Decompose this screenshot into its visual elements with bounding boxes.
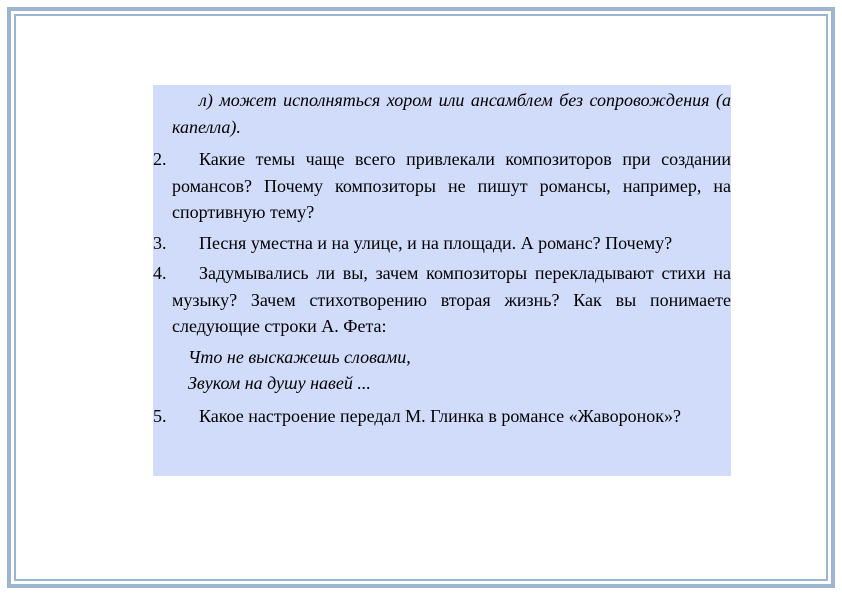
list-item bbox=[153, 230, 731, 257]
item-number: 4. bbox=[153, 263, 167, 283]
item-l-text: л) может исполняться хором или ансамблем без сопровождения (а капелла). bbox=[172, 90, 731, 137]
item-number: 5. bbox=[153, 405, 167, 426]
text-block bbox=[153, 85, 731, 476]
item-number: 3. bbox=[153, 232, 167, 253]
list-item bbox=[153, 146, 731, 226]
poem-quote bbox=[153, 344, 731, 397]
item-text: Песня уместна и на улице, и на площади. А романс? Почему? bbox=[199, 232, 673, 253]
item-text: Какое настроение передал М. Глинка в романсе «Жаворонок»? bbox=[199, 405, 682, 426]
item-text: Задумывались ли вы, зачем композиторы перекладывают стихи на музыку? Зачем стихотворению вторая жизнь? Как вы понимаете следующие строки А. Фета: bbox=[172, 263, 731, 336]
item-number: 2. bbox=[153, 149, 167, 169]
list-item bbox=[153, 260, 731, 340]
poem-line: Что не выскажешь словами, bbox=[188, 346, 411, 367]
poem-line: Звуком на душу навей ... bbox=[188, 373, 371, 393]
list-item bbox=[153, 403, 731, 430]
item-text: Какие темы чаще всего привлекали композиторов при создании романсов? Почему композиторы не пишут романсы, например, на спортивную тему? bbox=[172, 149, 731, 222]
